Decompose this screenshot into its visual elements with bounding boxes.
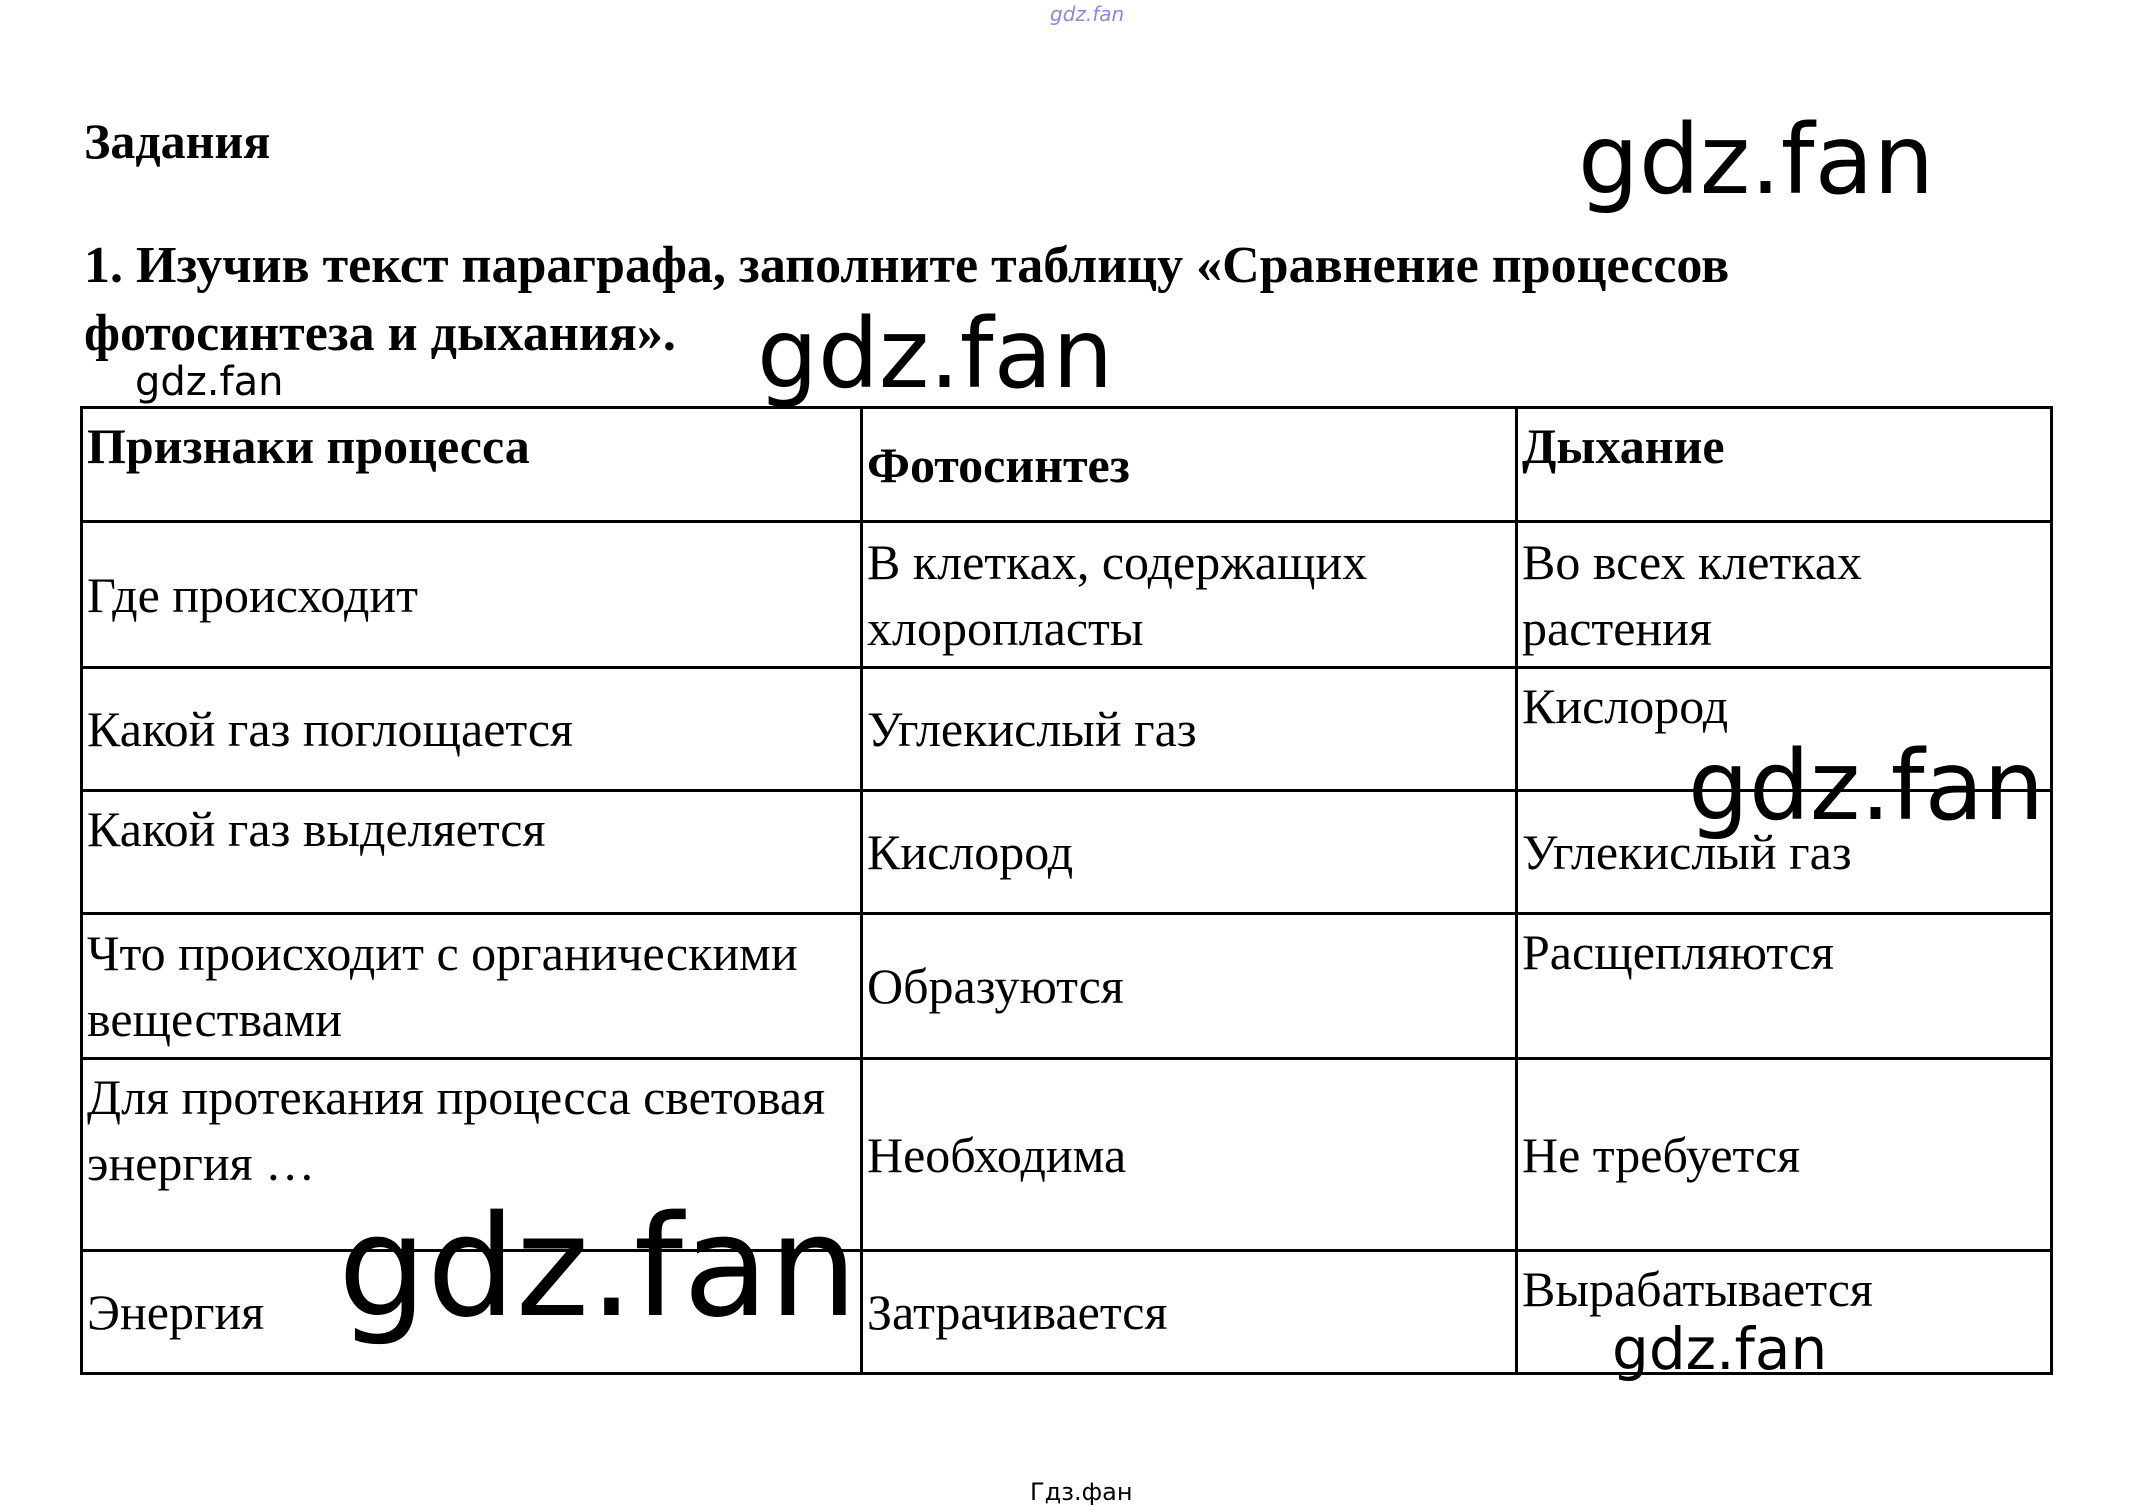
table-cell: Не требуется	[1517, 1059, 2052, 1251]
watermark: gdz.fan	[1612, 1315, 1828, 1383]
table-header-row	[82, 408, 2052, 522]
table-cell: Какой газ поглощается	[82, 668, 862, 791]
table-cell: Расщепляются	[1517, 914, 2052, 1059]
header-photosynthesis: Фотосинтез	[862, 408, 1517, 522]
table-cell: Какой газ выделяется	[82, 791, 862, 914]
task-text: 1. Изучив текст параграфа, заполните таблицу «Сравнение процессов фотосинтеза и дыхания».	[84, 237, 1730, 362]
watermark: gdz.fan	[1578, 104, 1935, 216]
table-cell: Вырабатывается	[1517, 1251, 2052, 1374]
table-cell: Углекислый газ	[862, 668, 1517, 791]
watermark-top: gdz.fan	[1050, 2, 1125, 26]
table-cell: Образуются	[862, 914, 1517, 1059]
header-features: Признаки процесса	[82, 408, 862, 522]
table-cell: Углекислый газ	[1517, 791, 2052, 914]
table-cell: Где происходит	[82, 522, 862, 668]
table-cell: Что происходит с органическими веществами	[82, 914, 862, 1059]
table-cell: Кислород	[1517, 668, 2052, 791]
header-respiration: Дыхание	[1517, 408, 2052, 522]
table-cell: В клетках, содержащих хлоропласты	[862, 522, 1517, 668]
watermark: gdz.fan	[1688, 730, 2045, 842]
watermark: gdz.fan	[135, 359, 284, 405]
table-cell: Энергия	[82, 1251, 862, 1374]
footer-text: Гдз.фан	[1030, 1478, 1133, 1506]
table-cell: Затрачивается	[862, 1251, 1517, 1374]
table-row	[82, 522, 2052, 668]
watermark: gdz.fan	[757, 298, 1114, 410]
table-cell: Кислород	[862, 791, 1517, 914]
table-cell: Необходима	[862, 1059, 1517, 1251]
table-cell: Во всех клетках растения	[1517, 522, 2052, 668]
section-heading: Задания	[84, 113, 271, 169]
table-row	[82, 914, 2052, 1059]
watermark: gdz.fan	[338, 1186, 858, 1349]
table-cell: Для протекания процесса световая энергия …	[82, 1059, 862, 1251]
